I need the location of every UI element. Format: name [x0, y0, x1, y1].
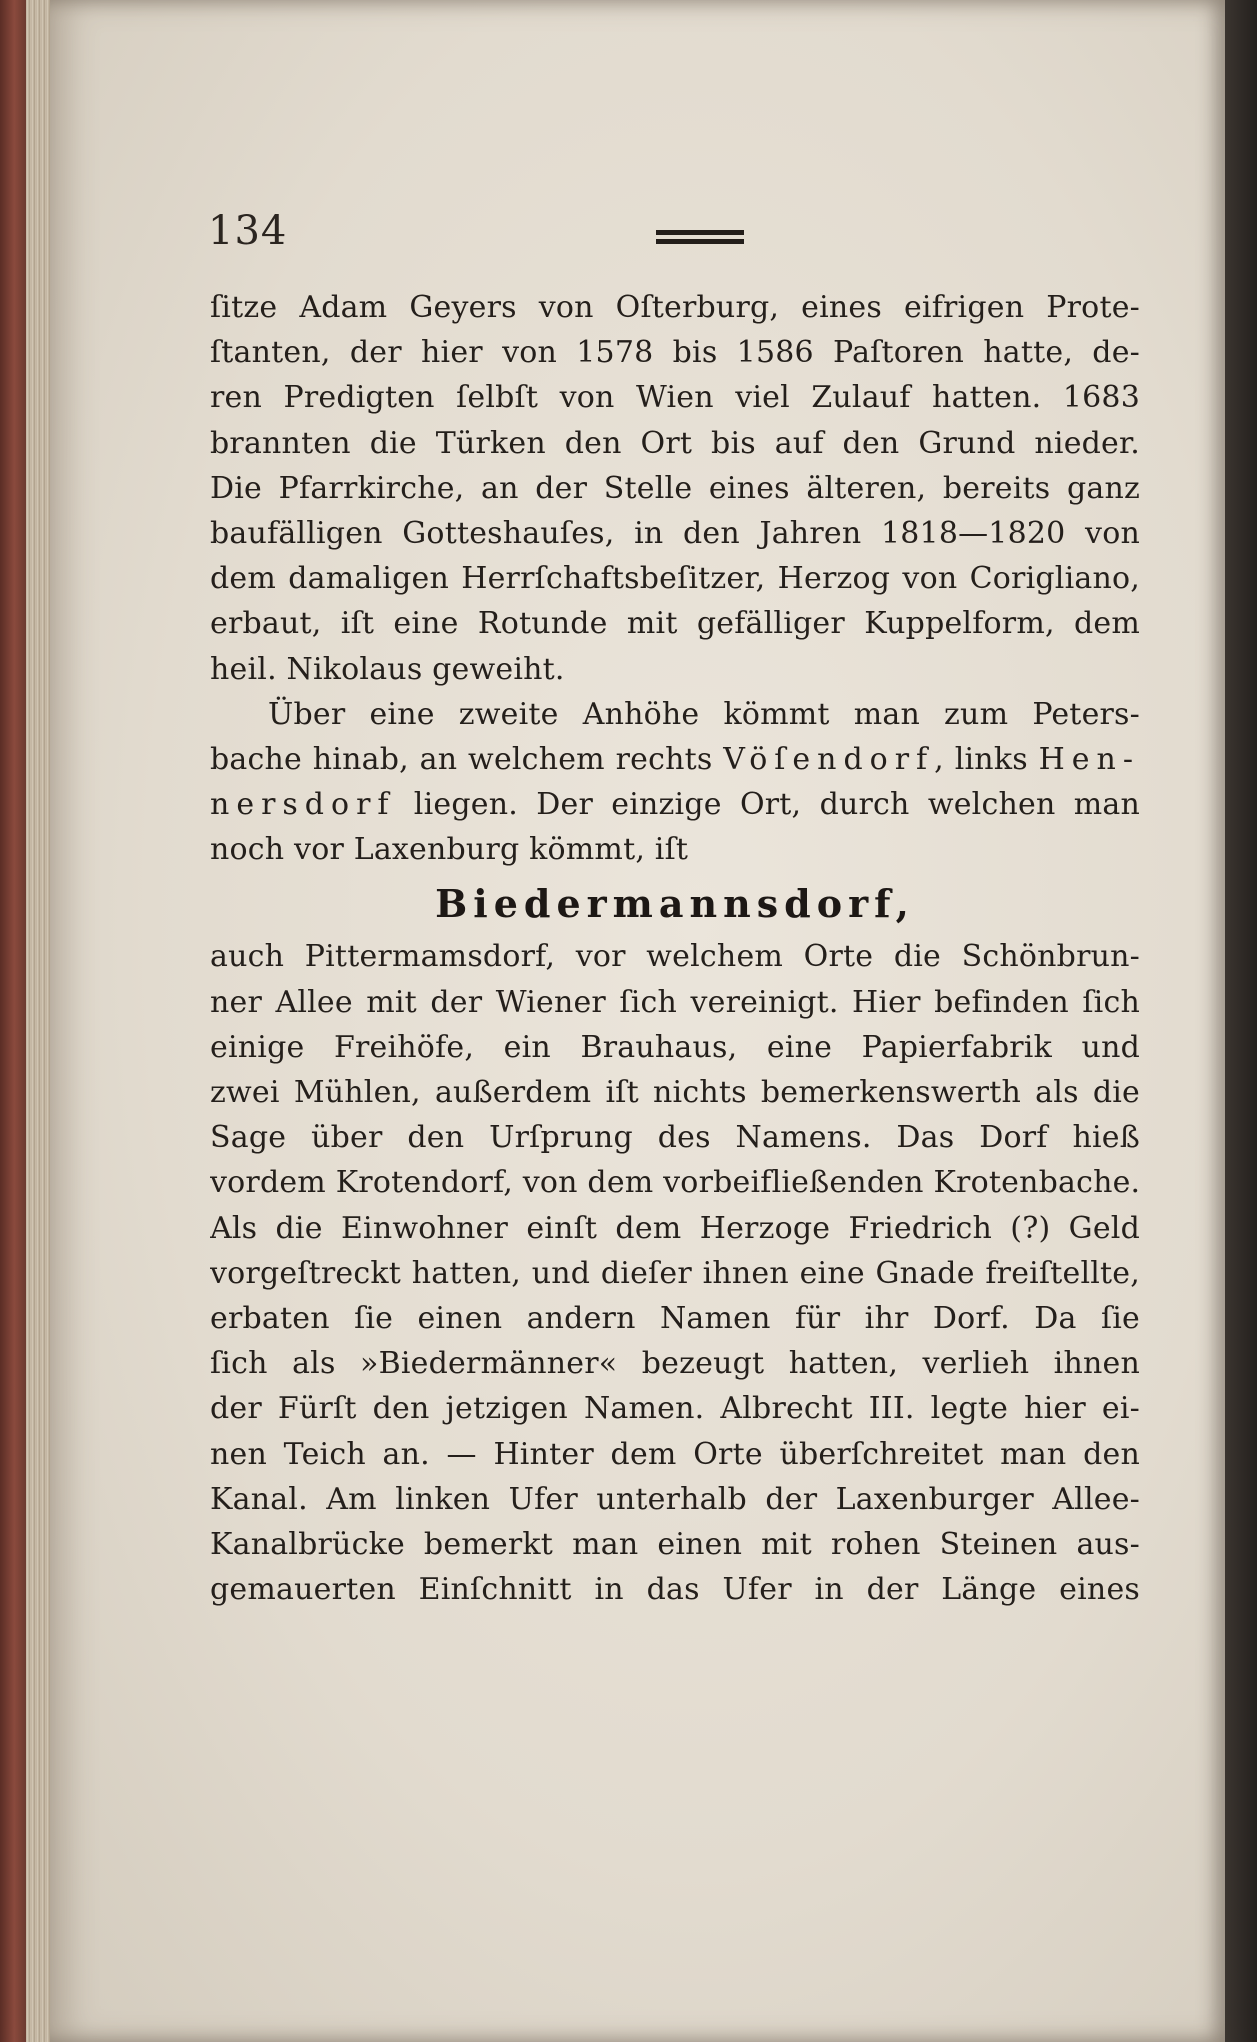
text-line: gemauerten Einſchnitt in das Ufer in der Länge eines [210, 1572, 1140, 1608]
text-line: erbaut, iſt eine Rotunde mit gefälliger Kuppelform, dem [210, 606, 1140, 642]
text-line: ſtanten, der hier von 1578 bis 1586 Paſtoren hatte, de- [210, 335, 1140, 371]
text-line: einige Freihöfe, ein Brauhaus, eine Papierfabrik und [210, 1029, 1140, 1065]
text-line: noch vor Laxenburg kömmt, iſt [210, 832, 689, 868]
text-line: ſitze Adam Geyers von Oſterburg, eines eifrigen Prote- [210, 290, 1140, 325]
header-rule [656, 230, 744, 248]
text-line: baufälligen Gotteshauſes, in den Jahren 1818—1820 von [210, 515, 1140, 551]
text-line: dem damaligen Herrſchaftsbeſitzer, Herzog von Corigliano, [210, 561, 1140, 597]
text-line: ren Predigten ſelbſt von Wien viel Zulauf hatten. 1683 [210, 380, 1140, 416]
place-name-voesendorf: Vöſendorf [723, 741, 935, 777]
book-spine-shadow [1225, 0, 1257, 2042]
text-line: Sage über den Urſprung des Namens. Das Dorf hieß [210, 1120, 1140, 1156]
page-number: 134 [208, 208, 288, 254]
text-line: Als die Einwohner einſt dem Herzoge Friedrich (?) Geld [210, 1210, 1140, 1246]
text-line: ner Allee mit der Wiener ſich vereinigt. Hier befinden ſich [210, 984, 1140, 1020]
place-name-hennersdorf-part1: Hen- [1038, 741, 1140, 777]
text-run: liegen. Der einzige Ort, durch welchen man [395, 787, 1140, 823]
text-line: der Fürſt den jetzigen Namen. Albrecht III. legte hier ei- [210, 1391, 1140, 1427]
text-line: brannten die Türken den Ort bis auf den Grund nieder. [210, 425, 1140, 461]
text-line: Kanal. Am linken Ufer unterhalb der Laxenburger Allee- [210, 1481, 1140, 1517]
text-line: auch Pittermamsdorf, vor welchem Orte die Schönbrun- [210, 939, 1140, 975]
text-line: nen Teich an. — Hinter dem Orte überſchreitet man den [210, 1436, 1140, 1472]
section-heading: Biedermannsdorf, [435, 881, 915, 927]
text-line: vordem Krotendorf, von dem vorbeifließenden Krotenbache. [210, 1165, 1140, 1201]
text-run: bache hinab, an welchem rechts [210, 741, 724, 777]
text-line: Kanalbrücke bemerkt man einen mit rohen Steinen aus- [210, 1526, 1140, 1562]
text-run: , links [934, 741, 1039, 777]
text-line: zwei Mühlen, außerdem iſt nichts bemerkenswerth als die [210, 1075, 1140, 1110]
text-line: Die Pfarrkirche, an der Stelle eines älteren, bereits ganz [210, 470, 1140, 506]
text-line: heil. Nikolaus geweiht. [210, 651, 565, 687]
body-text [210, 285, 1140, 1612]
text-line [210, 782, 1140, 827]
text-line: ſich als »Biedermänner« bezeugt hatten, verlieh ihnen [210, 1346, 1140, 1382]
page-header [208, 208, 1148, 268]
page-edges [26, 0, 50, 2042]
text-line [210, 737, 1140, 782]
book-cover-edge [0, 0, 26, 2042]
text-line: vorgeſtreckt hatten, und dieſer ihnen eine Gnade freiſtellte, [210, 1255, 1140, 1291]
text-line: Über eine zweite Anhöhe kömmt man zum Peters- [268, 696, 1140, 732]
place-name-hennersdorf-part2: nersdorf [210, 787, 396, 823]
text-line: erbaten ſie einen andern Namen für ihr Dorf. Da ſie [210, 1300, 1140, 1336]
